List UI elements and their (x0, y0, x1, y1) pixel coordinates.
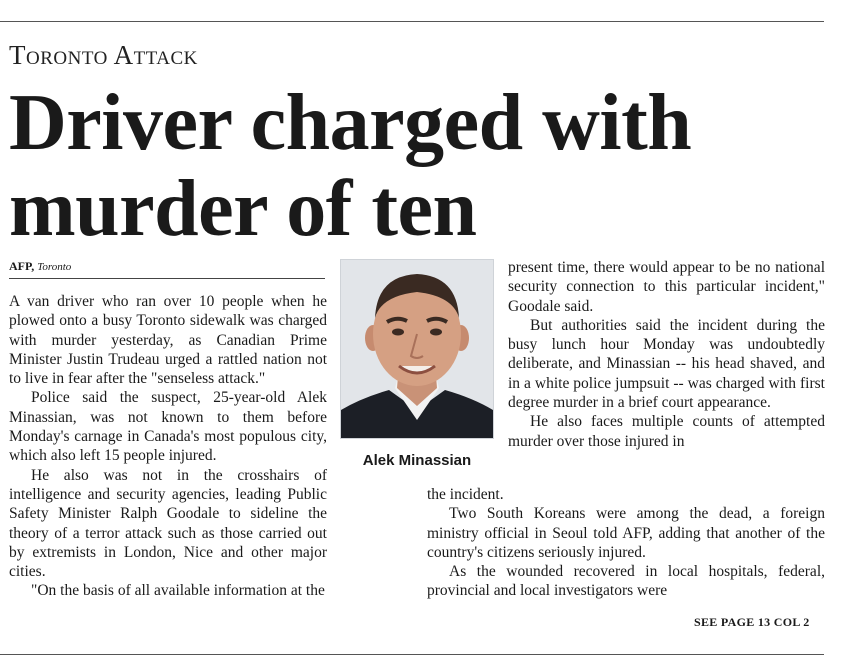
article-column-3 (427, 485, 825, 601)
article-column-1 (9, 292, 327, 601)
bottom-rule (0, 654, 824, 655)
paragraph: He also faces multiple counts of attempted murder over those injured in (508, 413, 825, 450)
headline-line-1: Driver charged with (9, 79, 692, 167)
paragraph: As the wounded recovered in local hospitals, federal, provincial and local investigators were (427, 563, 825, 600)
suspect-photo (340, 259, 494, 439)
paragraph: But authorities said the incident during the busy lunch hour Monday was undoubtedly deliberate, and Minassian -- his head shaved, and in a white police jumpsuit -- was charged with first degree murder in a brief court appearance. (508, 316, 825, 412)
continued-on-jump: SEE PAGE 13 COL 2 (694, 615, 810, 629)
article-column-2 (508, 258, 825, 451)
photo-caption: Alek Minassian (362, 452, 472, 469)
paragraph: the incident. (427, 486, 504, 503)
paragraph: A van driver who ran over 10 people when he plowed onto a busy Toronto sidewalk was charged with murder yesterday, as Canadian Prime Minister Justin Trudeau urged a rattled nation not to live in fear after the "senseless attack." (9, 293, 327, 388)
portrait-illustration (341, 260, 493, 438)
paragraph: "On the basis of all available information at the (31, 582, 325, 600)
paragraph: He also was not in the crosshairs of intelligence and security agencies, leading Public Safety Minister Ralph Goodale to sideline the theory of a terror attack such as those carried out by extremists in London, Nice and other major cities. (9, 466, 327, 581)
top-rule (0, 21, 824, 22)
byline (9, 259, 325, 279)
paragraph: Two South Koreans were among the dead, a foreign ministry official in Seoul told AFP, adding that another of the country's citizens seriously injured. (427, 505, 825, 561)
byline-location: Toronto (37, 261, 72, 273)
section-kicker: Toronto Attack (9, 40, 198, 70)
headline-line-2: murder of ten (9, 165, 477, 253)
headline (9, 80, 829, 252)
byline-agency: AFP, (9, 259, 35, 273)
paragraph: present time, there would appear to be no national security connection to this particular incident," Goodale said. (508, 259, 825, 315)
paragraph: Police said the suspect, 25-year-old Alek Minassian, was not known to them before Monday's carnage in Canada's most populous city, which also left 15 people injured. (9, 389, 327, 465)
